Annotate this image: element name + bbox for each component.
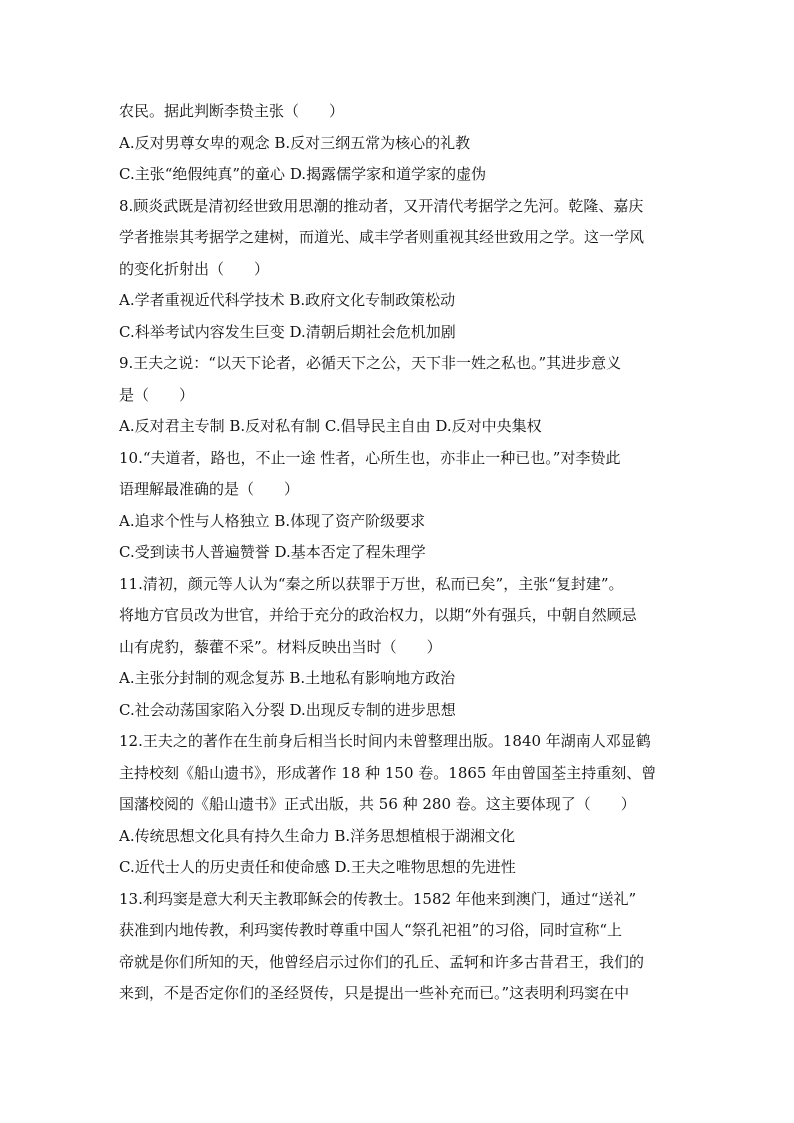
answer-options: C.社会动荡国家陷入分裂 D.出现反专制的进步思想 — [119, 700, 456, 719]
text-line: 山有虎豹，藜藿不采”。材料反映出当时（ ） — [119, 637, 442, 656]
text-line: 语理解最准确的是（ ） — [119, 480, 300, 498]
question-8: 8.顾炎武既是清初经世致用思潮的推动者，又开清代考据学之先河。乾隆、嘉庆 — [119, 196, 644, 215]
text-line: 将地方官员改为世官，并给于充分的政治权力，以期“外有强兵，中朝自然顾忌 — [119, 606, 637, 624]
text-line: 是（ ） — [119, 385, 195, 404]
answer-options: A.传统思想文化具有持久生命力 B.洋务思想植根于湖湘文化 — [119, 826, 516, 845]
text-line: 的变化折射出（ ） — [119, 259, 270, 278]
text-line: 获准到内地传教，利玛窦传教时尊重中国人“祭孔祀祖”的习俗，同时宣称“上 — [119, 921, 623, 939]
text-line: 国藩校阅的《船山遗书》正式出版，共 56 种 280 卷。这主要体现了（ ） — [119, 795, 636, 813]
question-11: 11.清初，颜元等人认为“秦之所以获罪于万世，私而已矣”，主张“复封建”。 — [119, 574, 624, 593]
document-body — [119, 96, 679, 1010]
answer-options: C.受到读书人普遍赞誉 D.基本否定了程朱理学 — [119, 543, 426, 561]
text-line: 主持校刻《船山遗书》，形成著作 18 种 150 卷。1865 年由曾国荃主持重刻、曾 — [119, 763, 657, 782]
question-10: 10.“夫道者，路也，不止一途 性者，心所生也，亦非止一种已也。”对李贽此 — [119, 448, 621, 467]
question-9: 9.王夫之说：“以天下论者，必循天下之公，天下非一姓之私也。”其进步意义 — [119, 354, 622, 372]
answer-options: C.主张“绝假纯真”的童心 D.揭露儒学家和道学家的虚伪 — [119, 165, 487, 183]
answer-options: C.科举考试内容发生巨变 D.清朝后期社会危机加剧 — [119, 322, 456, 341]
text-line: 学者推崇其考据学之建树，而道光、咸丰学者则重视其经世致用之学。这一学风 — [119, 228, 645, 246]
answer-options: A.追求个性与人格独立 B.体现了资产阶级要求 — [119, 511, 426, 530]
question-13: 13.利玛窦是意大利天主教耶稣会的传教士。1582 年他来到澳门，通过“送礼” — [119, 889, 637, 908]
answer-options: A.主张分封制的观念复苏 B.土地私有影响地方政治 — [119, 669, 456, 687]
answer-options: A.学者重视近代科学技术 B.政府文化专制政策松动 — [119, 291, 456, 309]
answer-options: A.反对男尊女卑的观念 B.反对三纲五常为核心的礼教 — [119, 133, 471, 152]
text-line: 来到，不是否定你们的圣经贤传，只是提出一些补充而已。”这表明利玛窦在中 — [119, 984, 630, 1002]
question-12: 12.王夫之的著作在生前身后相当长时间内未曾整理出版。1840 年湖南人邓显鹤 — [119, 732, 651, 750]
answer-options: A.反对君主专制 B.反对私有制 C.倡导民主自由 D.反对中央集权 — [119, 417, 542, 435]
text-line: 帝就是你们所知的天，他曾经启示过你们的孔丘、孟轲和许多古昔君王，我们的 — [119, 952, 645, 971]
answer-options: C.近代士人的历史责任和使命感 D.王夫之唯物思想的先进性 — [119, 858, 516, 876]
text-line: 农民。据此判断李贽主张（ ） — [119, 102, 345, 120]
